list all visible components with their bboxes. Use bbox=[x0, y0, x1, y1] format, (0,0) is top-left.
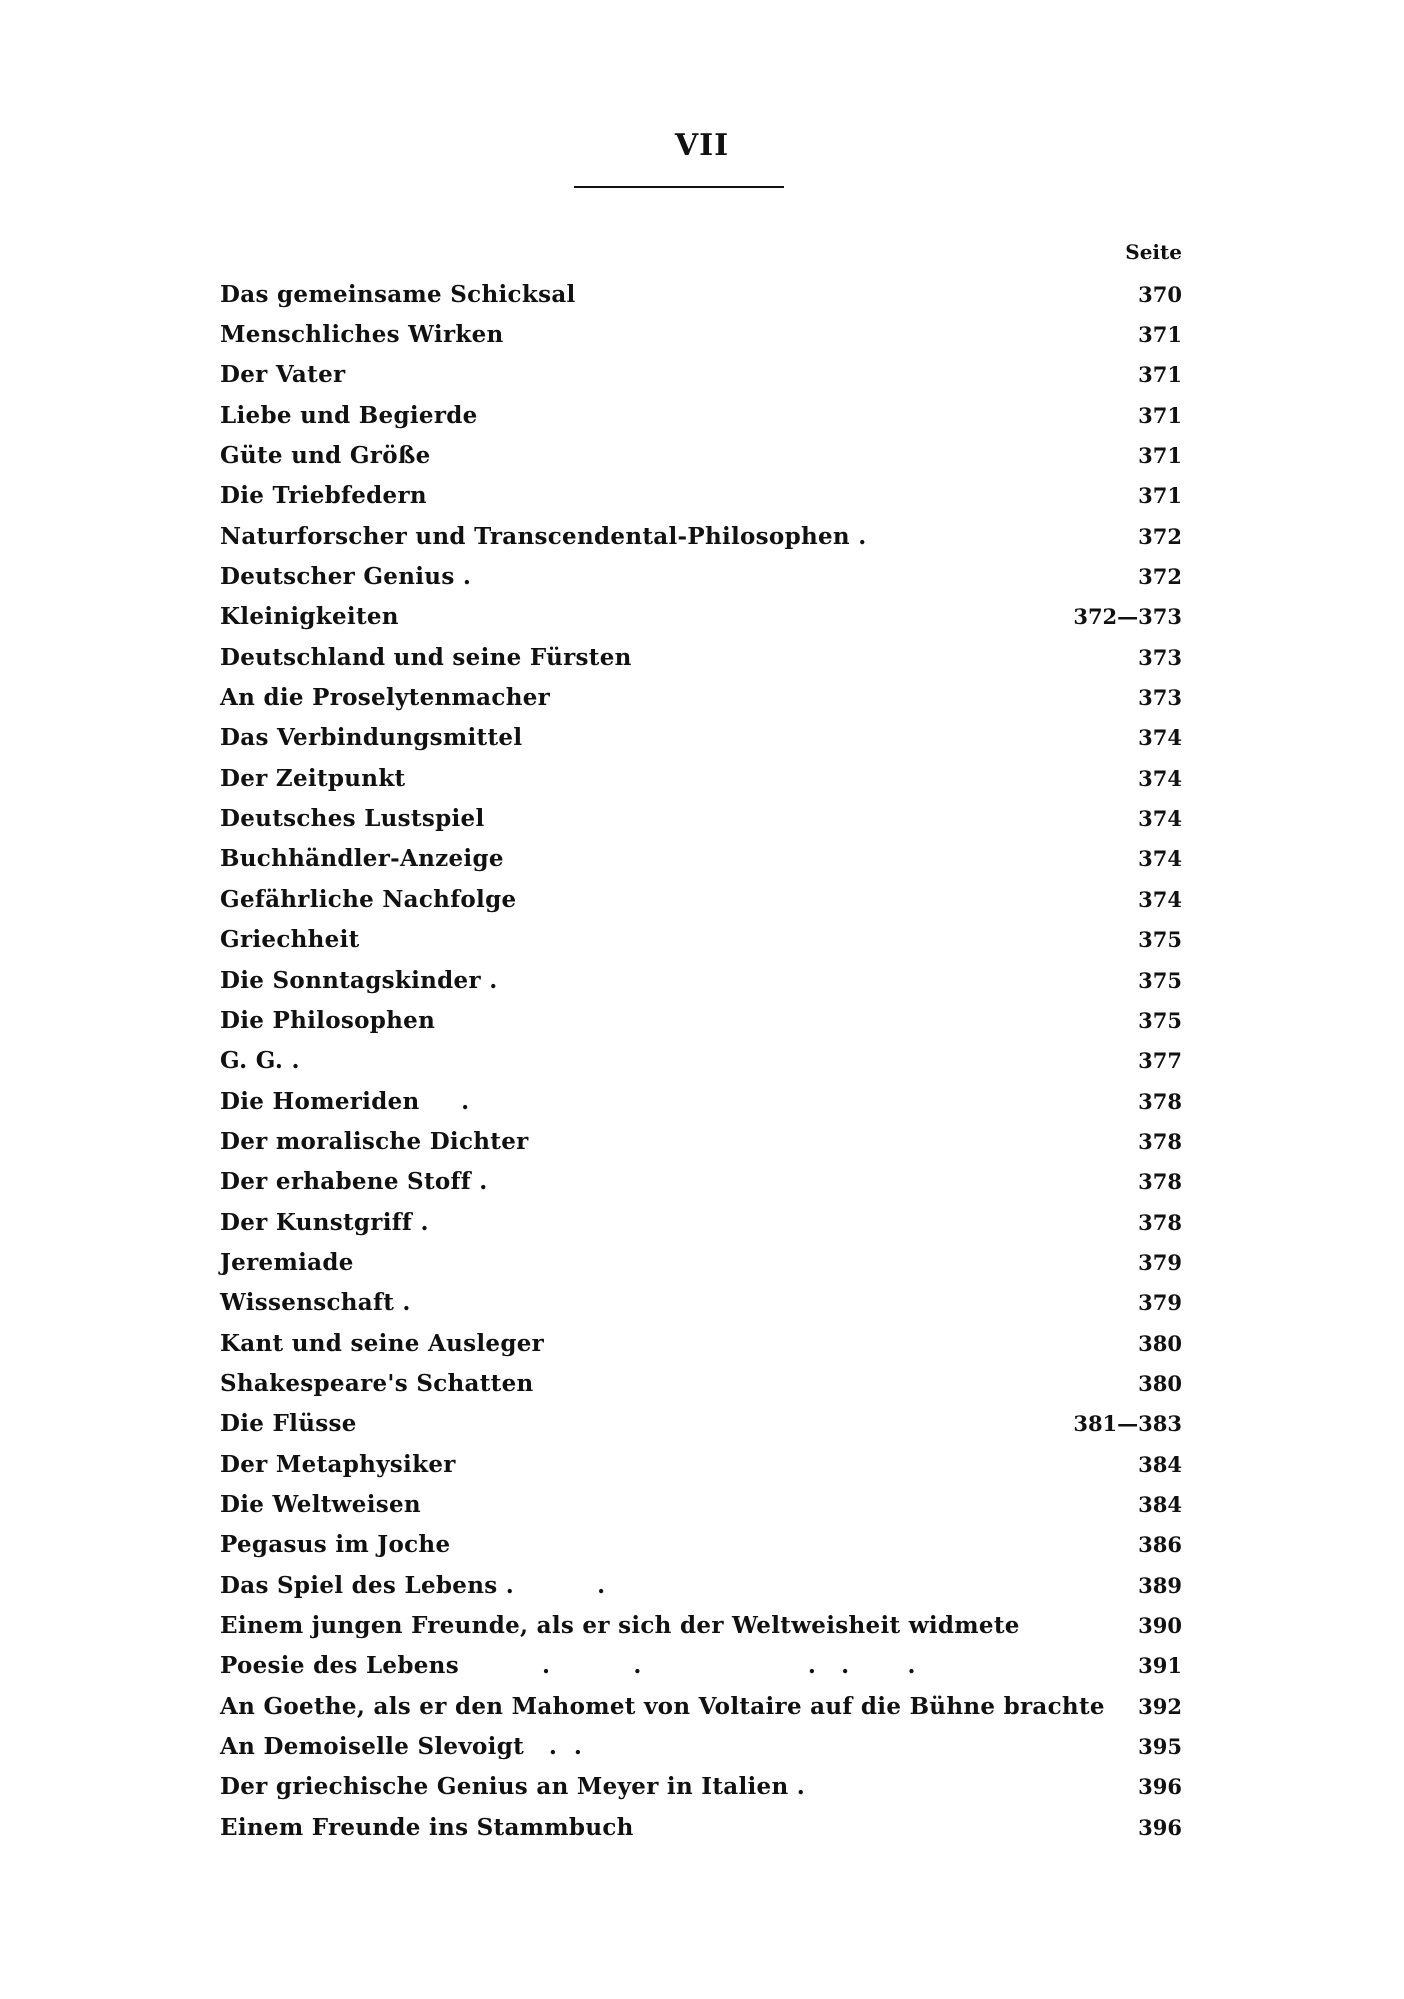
toc-entry-title: Die Sonntagskinder . bbox=[220, 966, 498, 994]
toc-entry-page: 373 bbox=[1138, 685, 1182, 711]
toc-entry bbox=[220, 758, 1182, 798]
toc-entry-title: Kant und seine Ausleger bbox=[220, 1329, 545, 1357]
toc-entry-page: 371 bbox=[1138, 443, 1182, 469]
toc-entry-title: Der griechische Genius an Meyer in Italien . bbox=[220, 1773, 806, 1801]
toc-entry-page: 371 bbox=[1138, 402, 1182, 428]
toc-entry-title: Güte und Größe bbox=[220, 442, 431, 470]
toc-entry-title: Der erhabene Stoff . bbox=[220, 1168, 488, 1196]
toc-entry-title: Die Weltweisen bbox=[220, 1490, 421, 1518]
toc-entry-page: 371 bbox=[1138, 483, 1182, 509]
toc-entry-page: 391 bbox=[1138, 1653, 1182, 1679]
toc-entry-title: Das Verbindungsmittel bbox=[220, 724, 523, 752]
toc-entry-page: 374 bbox=[1138, 725, 1182, 751]
toc-entry-page: 378 bbox=[1138, 1169, 1182, 1195]
toc-entry bbox=[220, 1242, 1182, 1282]
toc-entry-title: Deutsches Lustspiel bbox=[220, 805, 485, 833]
toc-entry-title: Pegasus im Joche bbox=[220, 1531, 451, 1559]
toc-entry bbox=[220, 637, 1182, 677]
toc-entry-title: An Demoiselle Slevoigt . . bbox=[220, 1733, 583, 1761]
toc-entry bbox=[220, 1646, 1182, 1686]
toc-entry bbox=[220, 556, 1182, 596]
toc-entry-title: Poesie des Lebens . . . . . bbox=[220, 1652, 916, 1680]
toc-entry bbox=[220, 314, 1182, 354]
toc-entry bbox=[220, 1525, 1182, 1565]
toc-entry-page: 396 bbox=[1138, 1774, 1182, 1800]
toc-entry bbox=[220, 1726, 1182, 1766]
toc-entry-page: 378 bbox=[1138, 1088, 1182, 1114]
toc-entry bbox=[220, 1605, 1182, 1645]
toc-entry-title: Der Kunstgriff . bbox=[220, 1208, 429, 1236]
toc-entry bbox=[220, 1041, 1182, 1081]
toc-entry-page: 392 bbox=[1138, 1693, 1182, 1719]
toc-entry-title: Das Spiel des Lebens . . bbox=[220, 1571, 606, 1599]
toc-entry bbox=[220, 1081, 1182, 1121]
toc-entry-page: 379 bbox=[1138, 1249, 1182, 1275]
toc-entry bbox=[220, 1404, 1182, 1444]
toc-entry-page: 379 bbox=[1138, 1290, 1182, 1316]
toc-entry-page: 374 bbox=[1138, 806, 1182, 832]
toc-entry bbox=[220, 798, 1182, 838]
toc-entry-page: 380 bbox=[1138, 1370, 1182, 1396]
toc-entry-title: Kleinigkeiten bbox=[220, 603, 399, 631]
toc-entry-page: 372—373 bbox=[1073, 604, 1182, 630]
table-of-contents bbox=[220, 274, 1182, 1847]
toc-entry bbox=[220, 1202, 1182, 1242]
toc-entry-page: 396 bbox=[1138, 1814, 1182, 1840]
toc-entry bbox=[220, 879, 1182, 919]
toc-entry bbox=[220, 960, 1182, 1000]
toc-entry-title: Shakespeare's Schatten bbox=[220, 1369, 534, 1397]
toc-entry bbox=[220, 677, 1182, 717]
toc-entry-title: Gefährliche Nachfolge bbox=[220, 885, 517, 913]
toc-entry-page: 370 bbox=[1138, 281, 1182, 307]
toc-entry bbox=[220, 597, 1182, 637]
toc-entry-title: Naturforscher und Transcendental-Philosophen . bbox=[220, 522, 867, 550]
toc-entry-title: Die Triebfedern bbox=[220, 482, 427, 510]
toc-entry-title: Deutscher Genius . bbox=[220, 563, 472, 591]
toc-entry bbox=[220, 274, 1182, 314]
toc-entry-page: 373 bbox=[1138, 644, 1182, 670]
toc-entry-page: 378 bbox=[1138, 1209, 1182, 1235]
toc-entry-title: Die Flüsse bbox=[220, 1410, 357, 1438]
toc-entry-title: An Goethe, als er den Mahomet von Voltaire auf die Bühne brachte bbox=[220, 1692, 1105, 1720]
toc-entry-page: 375 bbox=[1138, 967, 1182, 993]
toc-entry-title: Der Zeitpunkt bbox=[220, 764, 406, 792]
toc-entry-page: 390 bbox=[1138, 1613, 1182, 1639]
toc-entry-title: Wissenschaft . bbox=[220, 1289, 411, 1317]
header-rule bbox=[574, 186, 784, 188]
toc-entry-page: 374 bbox=[1138, 765, 1182, 791]
page-column-header: Seite bbox=[1125, 240, 1182, 264]
toc-entry-page: 375 bbox=[1138, 1007, 1182, 1033]
toc-entry-title: Der moralische Dichter bbox=[220, 1127, 529, 1155]
toc-entry-title: Liebe und Begierde bbox=[220, 401, 478, 429]
toc-entry-page: 374 bbox=[1138, 886, 1182, 912]
toc-entry-title: G. G. . bbox=[220, 1047, 300, 1075]
toc-entry-page: 386 bbox=[1138, 1532, 1182, 1558]
toc-entry bbox=[220, 920, 1182, 960]
toc-entry-page: 380 bbox=[1138, 1330, 1182, 1356]
toc-entry bbox=[220, 718, 1182, 758]
page-number: VII bbox=[674, 128, 730, 163]
toc-entry-title: Der Metaphysiker bbox=[220, 1450, 456, 1478]
toc-entry-page: 384 bbox=[1138, 1491, 1182, 1517]
toc-entry-title: Der Vater bbox=[220, 361, 346, 389]
toc-entry-title: Einem jungen Freunde, als er sich der Weltweisheit widmete bbox=[220, 1612, 1020, 1640]
toc-entry bbox=[220, 1323, 1182, 1363]
toc-entry bbox=[220, 395, 1182, 435]
toc-entry-title: Deutschland und seine Fürsten bbox=[220, 643, 632, 671]
toc-entry bbox=[220, 1121, 1182, 1161]
toc-entry bbox=[220, 1686, 1182, 1726]
toc-entry bbox=[220, 435, 1182, 475]
toc-entry bbox=[220, 516, 1182, 556]
toc-entry-title: Die Philosophen bbox=[220, 1006, 436, 1034]
toc-entry-title: Jeremiade bbox=[220, 1248, 354, 1276]
toc-entry-page: 372 bbox=[1138, 564, 1182, 590]
toc-entry bbox=[220, 1444, 1182, 1484]
toc-entry-page: 395 bbox=[1138, 1734, 1182, 1760]
toc-entry bbox=[220, 355, 1182, 395]
toc-entry bbox=[220, 1162, 1182, 1202]
toc-entry-title: An die Proselytenmacher bbox=[220, 684, 551, 712]
toc-entry bbox=[220, 1484, 1182, 1524]
toc-entry bbox=[220, 1767, 1182, 1807]
toc-entry-title: Buchhändler-Anzeige bbox=[220, 845, 504, 873]
toc-entry-title: Griechheit bbox=[220, 926, 360, 954]
toc-entry-page: 375 bbox=[1138, 927, 1182, 953]
toc-entry bbox=[220, 1807, 1182, 1847]
toc-entry-page: 374 bbox=[1138, 846, 1182, 872]
toc-entry-page: 371 bbox=[1138, 322, 1182, 348]
toc-entry-title: Menschliches Wirken bbox=[220, 321, 504, 349]
toc-entry bbox=[220, 839, 1182, 879]
toc-entry-page: 384 bbox=[1138, 1451, 1182, 1477]
toc-entry-page: 378 bbox=[1138, 1128, 1182, 1154]
toc-entry-page: 372 bbox=[1138, 523, 1182, 549]
toc-entry-title: Die Homeriden . bbox=[220, 1087, 470, 1115]
toc-entry bbox=[220, 1363, 1182, 1403]
toc-entry-page: 377 bbox=[1138, 1048, 1182, 1074]
toc-entry-title: Einem Freunde ins Stammbuch bbox=[220, 1813, 634, 1841]
toc-entry bbox=[220, 476, 1182, 516]
toc-entry bbox=[220, 1000, 1182, 1040]
toc-entry bbox=[220, 1283, 1182, 1323]
toc-entry bbox=[220, 1565, 1182, 1605]
toc-entry-page: 381—383 bbox=[1073, 1411, 1182, 1437]
toc-entry-page: 371 bbox=[1138, 362, 1182, 388]
toc-entry-page: 389 bbox=[1138, 1572, 1182, 1598]
toc-entry-title: Das gemeinsame Schicksal bbox=[220, 280, 576, 308]
